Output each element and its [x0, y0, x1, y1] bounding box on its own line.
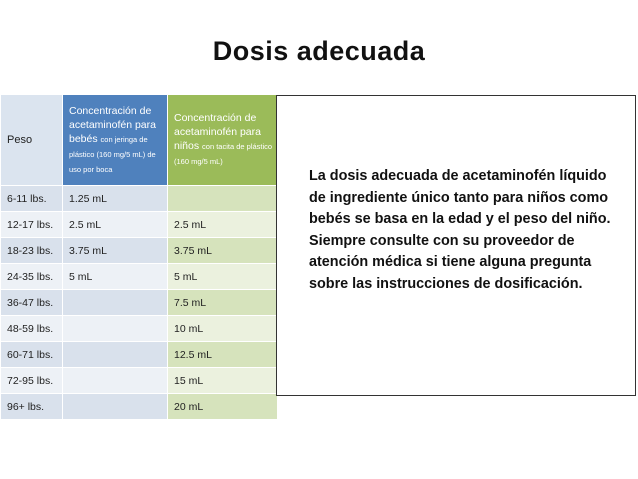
- cell-babies-dose: [63, 316, 168, 342]
- info-box: [276, 95, 636, 396]
- cell-peso: 24-35 lbs.: [1, 264, 63, 290]
- table-row: [1, 342, 278, 368]
- table-row: [1, 212, 278, 238]
- cell-peso: 18-23 lbs.: [1, 238, 63, 264]
- table-row: [1, 394, 278, 420]
- cell-peso: 36-47 lbs.: [1, 290, 63, 316]
- cell-kids-dose: 20 mL: [168, 394, 278, 420]
- cell-kids-dose: 15 mL: [168, 368, 278, 394]
- cell-babies-dose: [63, 290, 168, 316]
- cell-peso: 6-11 lbs.: [1, 186, 63, 212]
- header-kids-main: Concentración de acetaminofén para niños: [174, 112, 261, 152]
- table-row: [1, 290, 278, 316]
- header-babies-main: Concentración de acetaminofén para bebés: [69, 104, 156, 145]
- slide-title: Dosis adecuada: [212, 36, 426, 66]
- header-babies: [63, 95, 168, 186]
- table-row: [1, 264, 278, 290]
- cell-peso: 72-95 lbs.: [1, 368, 63, 394]
- cell-babies-dose: 1.25 mL: [63, 186, 168, 212]
- cell-babies-dose: [63, 394, 168, 420]
- table-header-row: [1, 95, 278, 186]
- cell-kids-dose: [168, 186, 278, 212]
- table-row: [1, 238, 278, 264]
- table-row: [1, 316, 278, 342]
- info-text: La dosis adecuada de acetaminofén líquido de ingrediente único tanto para niños como bebés se basa en la edad y el peso del niño. Siempre consulte con su proveedor de atención médica si tiene alguna pregunta sobre las instrucciones de dosificación.: [309, 168, 611, 292]
- table-row: [1, 186, 278, 212]
- cell-babies-dose: 3.75 mL: [63, 238, 168, 264]
- cell-kids-dose: 5 mL: [168, 264, 278, 290]
- cell-babies-dose: 2.5 mL: [63, 212, 168, 238]
- cell-peso: 12-17 lbs.: [1, 212, 63, 238]
- table-row: [1, 368, 278, 394]
- cell-peso: 96+ lbs.: [1, 394, 63, 420]
- cell-babies-dose: [63, 342, 168, 368]
- cell-kids-dose: 12.5 mL: [168, 342, 278, 368]
- cell-peso: 60-71 lbs.: [1, 342, 63, 368]
- header-kids: [168, 95, 278, 186]
- cell-babies-dose: 5 mL: [63, 264, 168, 290]
- header-peso: Peso: [1, 95, 63, 186]
- cell-peso: 48-59 lbs.: [1, 316, 63, 342]
- cell-kids-dose: 2.5 mL: [168, 212, 278, 238]
- cell-kids-dose: 7.5 mL: [168, 290, 278, 316]
- cell-babies-dose: [63, 368, 168, 394]
- cell-kids-dose: 10 mL: [168, 316, 278, 342]
- header-kids-note: con tacita de plástico (160 mg/5 mL): [174, 142, 273, 166]
- dosage-table: [0, 94, 278, 420]
- cell-kids-dose: 3.75 mL: [168, 238, 278, 264]
- header-babies-note: con jeringa de plástico (160 mg/5 mL) de uso por boca: [69, 134, 156, 174]
